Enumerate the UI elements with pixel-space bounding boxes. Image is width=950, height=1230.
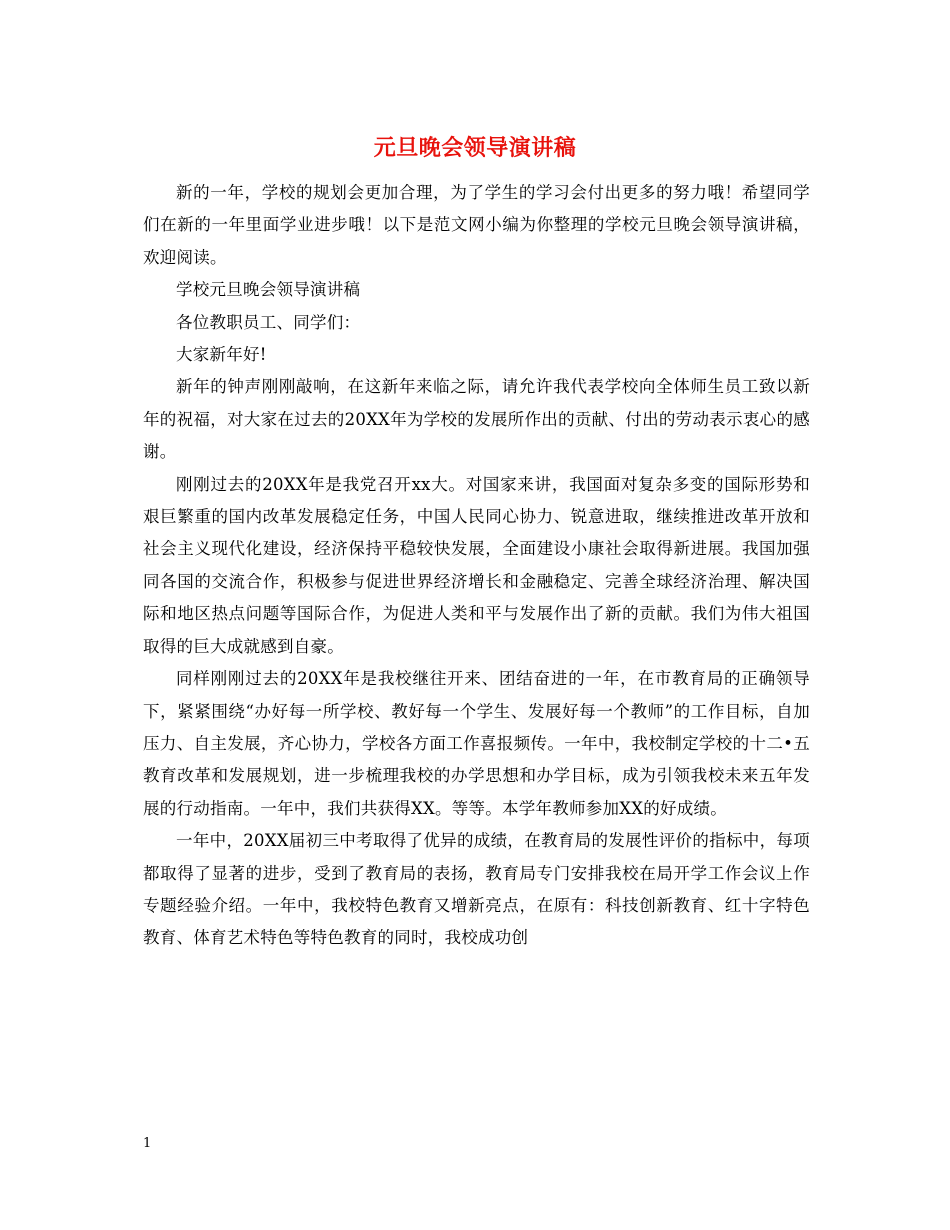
paragraph-intro: 新的一年，学校的规划会更加合理，为了学生的学习会付出更多的努力哦！希望同学们在新的一年里面学业进步哦！以下是范文网小编为你整理的学校元旦晚会领导演讲稿，欢迎阅读。 bbox=[143, 183, 810, 267]
paragraph-subtitle: 学校元旦晚会领导演讲稿 bbox=[176, 280, 361, 300]
paragraph-national-review: 刚刚过去的20XX年是我党召开xx大。对国家来讲，我国面对复杂多变的国际形势和艰巨繁重的国内改革发展稳定任务，中国人民同心协力、锐意进取，继续推进改革开放和社会主义现代化建设，经济保持平稳较快发展，全面建设小康社会取得新进展。我国加强同各国的交流合作，积极参与促进世界经济增长和金融稳定、完善全球经济治理、解决国际和地区热点问题等国际合作，为促进人类和平与发展作出了新的贡献。我们为伟大祖国取得的巨大成就感到自豪。 bbox=[143, 474, 810, 656]
paragraph-school-review: 同样刚刚过去的20XX年是我校继往开来、团结奋进的一年，在市教育局的正确领导下，紧紧围绕“办好每一所学校、教好每一个学生、发展好每一个教师”的工作目标，自加压力、自主发展，齐心协力，学校各方面工作喜报频传。一年中，我校制定学校的十二•五教育改革和发展规划，进一步梳理我校的办学思想和办学目标，成为引领我校未来五年发展的行动指南。一年中，我们共获得XX。等等。本学年教师参加XX的好成绩。 bbox=[143, 669, 810, 818]
document-title: 元旦晚会领导演讲稿 bbox=[373, 135, 577, 161]
paragraph-greeting: 大家新年好! bbox=[176, 345, 267, 365]
paragraph-salutation: 各位教职员工、同学们： bbox=[176, 312, 361, 332]
paragraph-achievements: 一年中，20XX届初三中考取得了优异的成绩，在教育局的发展性评价的指标中，每项都取得了显著的进步，受到了教育局的表扬，教育局专门安排我校在局开学工作会议上作专题经验介绍。一年中，我校特色教育又增新亮点，在原有：科技创新教育、红十字特色教育、体育艺术特色等特色教育的同时，我校成功创 bbox=[143, 831, 810, 948]
document-body bbox=[143, 177, 810, 955]
page-number: 1 bbox=[143, 1136, 152, 1151]
paragraph-new-year-thanks: 新年的钟声刚刚敲响，在这新年来临之际，请允许我代表学校向全体师生员工致以新年的祝福，对大家在过去的20XX年为学校的发展所作出的贡献、付出的劳动表示衷心的感谢。 bbox=[143, 377, 810, 462]
